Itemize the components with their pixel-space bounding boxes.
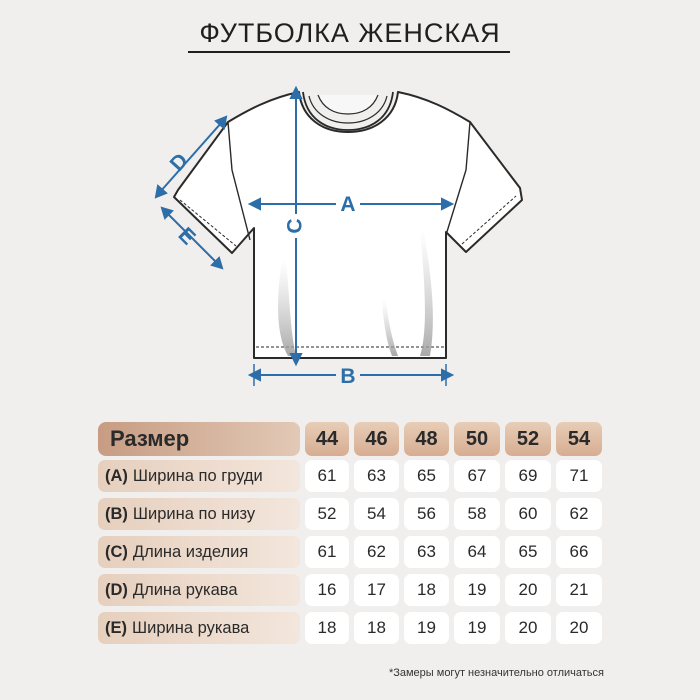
table-row-label (98, 498, 300, 530)
row-name: Ширина по низу (132, 504, 256, 523)
table-row-label (98, 460, 300, 492)
table-cell: 18 (354, 612, 399, 644)
row-code: (E) (105, 618, 127, 637)
table-cell: 61 (305, 460, 349, 492)
size-header-cell: 44 (305, 422, 349, 456)
label-b: B (340, 365, 356, 388)
table-cell: 19 (404, 612, 449, 644)
label-a: A (340, 193, 356, 216)
size-header-cell: 46 (354, 422, 399, 456)
table-cell: 56 (404, 498, 449, 530)
row-code: (A) (105, 466, 128, 485)
table-cell: 63 (354, 460, 399, 492)
table-cell: 66 (556, 536, 602, 568)
row-code: (C) (105, 542, 128, 561)
row-code: (D) (105, 580, 128, 599)
page-title: ФУТБОЛКА ЖЕНСКАЯ (199, 18, 501, 48)
row-name: Длина изделия (132, 542, 249, 561)
table-cell: 52 (305, 498, 349, 530)
table-cell: 62 (354, 536, 399, 568)
table-cell: 60 (505, 498, 551, 530)
row-name: Ширина рукава (132, 618, 250, 637)
row-name: Длина рукава (132, 580, 238, 599)
size-header-cell: 52 (505, 422, 551, 456)
table-cell: 63 (404, 536, 449, 568)
table-cell: 67 (454, 460, 500, 492)
table-cell: 58 (454, 498, 500, 530)
size-header-cell: 50 (454, 422, 500, 456)
table-cell: 20 (556, 612, 602, 644)
table-cell: 62 (556, 498, 602, 530)
footnote: *Замеры могут незначительно отличаться (388, 667, 604, 679)
table-cell: 65 (404, 460, 449, 492)
table-row-label (98, 612, 300, 644)
table-cell: 54 (354, 498, 399, 530)
table-cell: 18 (305, 612, 349, 644)
row-code: (B) (105, 504, 128, 523)
table-cell: 21 (556, 574, 602, 606)
table-cell: 61 (305, 536, 349, 568)
size-header-cell: 48 (404, 422, 449, 456)
size-header-cell: 54 (556, 422, 602, 456)
label-e: E (173, 223, 200, 250)
row-name: Ширина по груди (132, 466, 263, 485)
table-cell: 20 (505, 612, 551, 644)
table-cell: 71 (556, 460, 602, 492)
table-cell: 69 (505, 460, 551, 492)
label-d: D (165, 149, 193, 176)
table-row-label (98, 536, 300, 568)
label-c: C (283, 218, 307, 234)
table-row-label (98, 574, 300, 606)
table-cell: 17 (354, 574, 399, 606)
table-cell: 16 (305, 574, 349, 606)
table-cell: 18 (404, 574, 449, 606)
table-cell: 20 (505, 574, 551, 606)
table-cell: 19 (454, 612, 500, 644)
size-header-label: Размер (98, 422, 300, 456)
table-cell: 65 (505, 536, 551, 568)
table-cell: 19 (454, 574, 500, 606)
table-cell: 64 (454, 536, 500, 568)
